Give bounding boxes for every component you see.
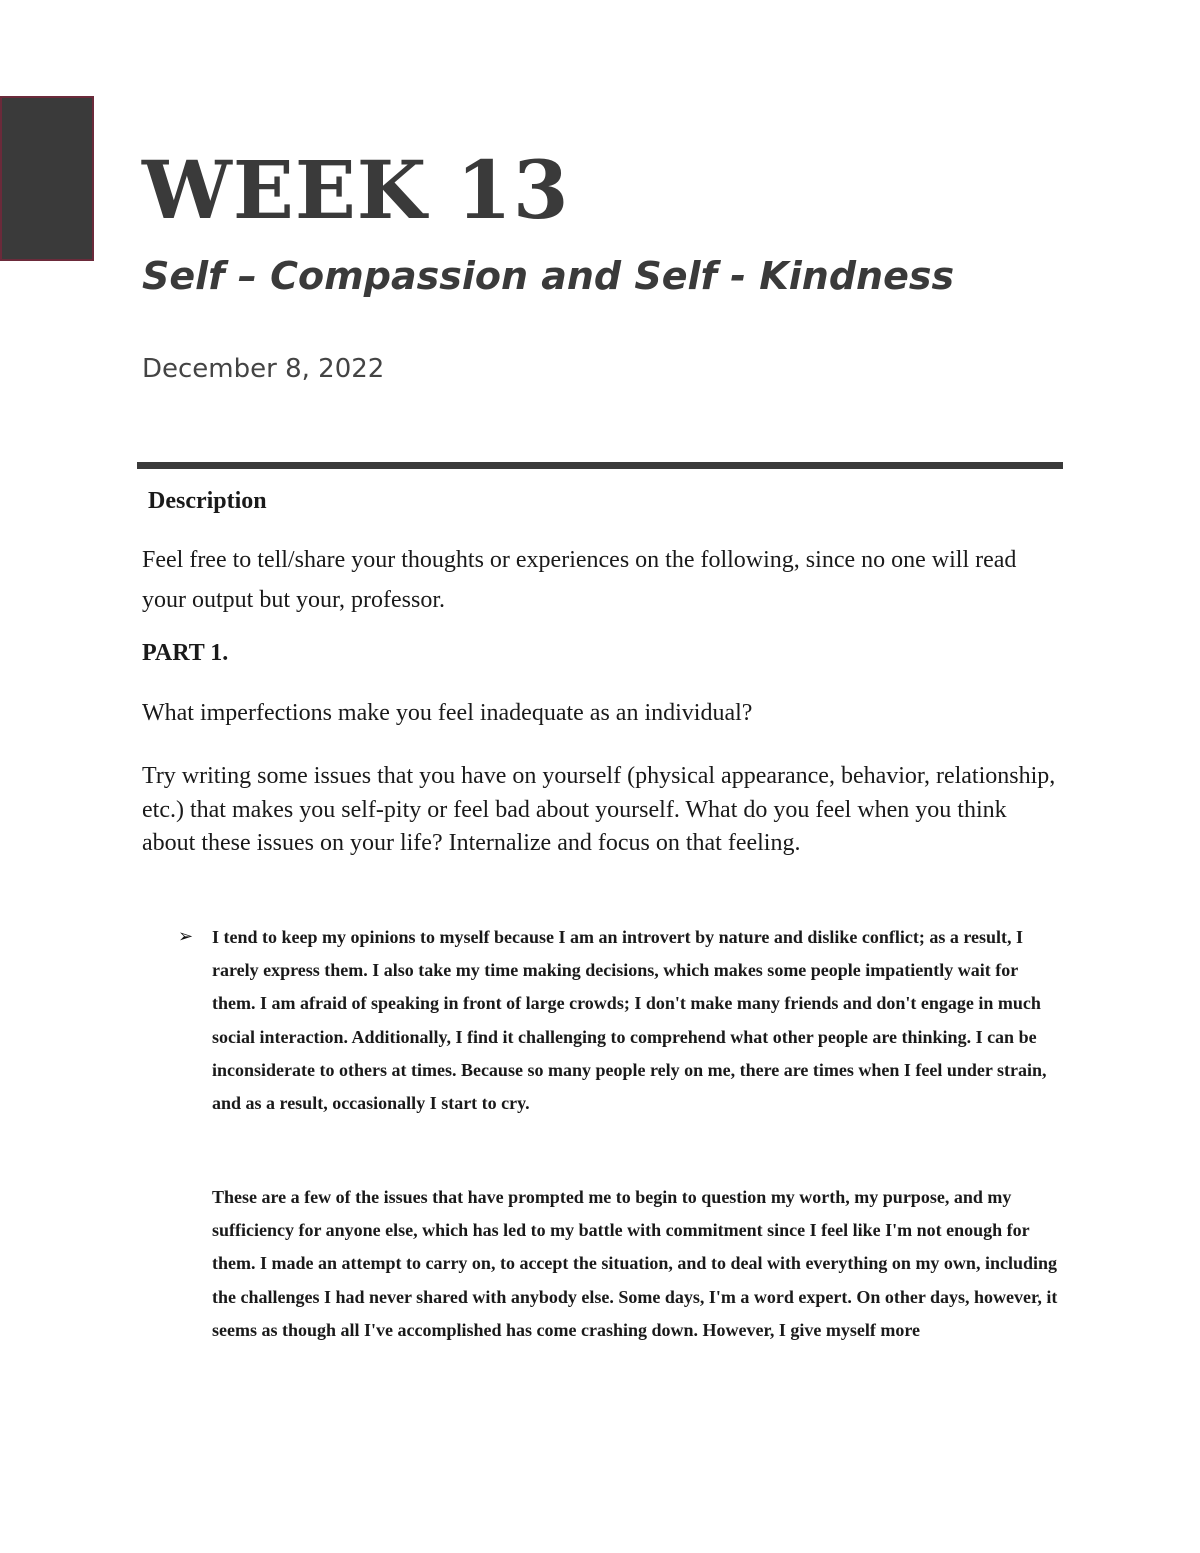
header-divider bbox=[137, 462, 1063, 469]
page-subtitle: Self – Compassion and Self - Kindness bbox=[142, 254, 955, 298]
description-heading: Description bbox=[148, 488, 267, 514]
title-accent-block bbox=[0, 96, 94, 261]
part-label: PART 1. bbox=[142, 640, 229, 666]
arrow-bullet-icon: ➢ bbox=[178, 926, 194, 947]
description-text: Feel free to tell/share your thoughts or experiences on the following, since no one will read your output but your, professor. bbox=[142, 547, 1017, 613]
answer-paragraph: I tend to keep my opinions to myself because I am an introvert by nature and dislike conflict; as a result, I rarely express them. I also take my time making decisions, which makes some people impatiently wait for them. I am afraid of speaking in front of large crowds; I don't make many friends and don't engage in much social interaction. Additionally, I find it challenging to comprehend what other people are thinking. I can be inconsiderate to others at times. Because so many people rely on me, there are times when I feel under strain, and as a result, occasionally I start to cry. bbox=[212, 927, 1047, 1114]
answer-paragraph: These are a few of the issues that have prompted me to begin to question my worth, my purpose, and my sufficiency for anyone else, which has led to my battle with commitment since I feel like I'm not enough for them. I made an attempt to carry on, to accept the situation, and to deal with everything on my own, including the challenges I had never shared with anybody else. Some days, I'm a word expert. On other days, however, it seems as though all I've accomplished has come crashing down. However, I give myself more bbox=[212, 1187, 1058, 1340]
page-title: WEEK 13 bbox=[142, 143, 570, 237]
part-question: What imperfections make you feel inadequate as an individual? bbox=[142, 700, 753, 726]
part-prompt: Try writing some issues that you have on yourself (physical appearance, behavior, relationship, etc.) that makes you self-pity or feel bad about yourself. What do you feel when you think about these issues on your life? Internalize and focus on that feeling. bbox=[142, 763, 1056, 856]
document-date: December 8, 2022 bbox=[142, 354, 385, 384]
